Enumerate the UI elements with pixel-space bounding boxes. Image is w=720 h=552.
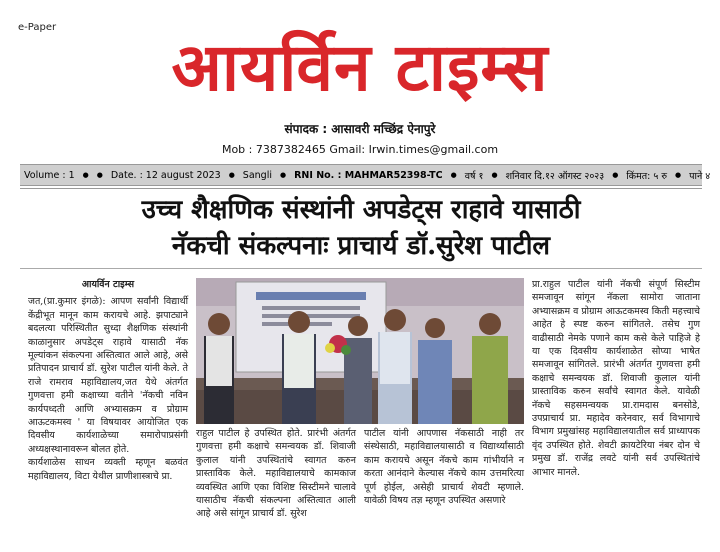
epaper-label: e-Paper: [18, 22, 57, 33]
article-column-mid-2: पाटील यांनी आपणास नॅकसाठी नाही तर संस्थेसाठी, महाविद्यालयासाठी व विद्यार्थ्यांसाठी काम करायचे असून नॅकचे काम गांभीर्याने न करता आनंदाने केल्यास नॅकचे काम उत्तमरित्या पूर्ण होईल, असेही प्राचार्य शेवटी म्हणाले. यावेळी विषय तज्ञ म्हणून उपस्थित असणारे: [364, 428, 524, 507]
article-paragraph: जत,(प्रा.कुमार इंगळे): आपण सर्वांनी विद्यार्थी केंद्रीभूत मानून काम करायचे आहे. झपाट्याने बदलत्या परिस्थितीत सुध्दा शैक्षणिक संस्थांनी काळानुसार अपडेट्स राहावे यासाठी नॅक मूल्यांकन संकल्पना अस्तित्वात आले आहे, असे प्रतिपादन प्राचार्य डॉ. सुरेश पाटील यांनी केले. ते राजे रामराव महाविद्यालय,जत येथे अंतर्गत गुणवत्ता हमी कक्षाच्या वतीने 'नॅकची नविन कार्यपध्दती आणि अभ्यासक्रम व प्रोग्राम आऊटकमस्व ' या विषयावर आयोजित एक दिवसीय कार्यशाळेच्या समारोपाप्रसंगी अध्यक्षस्थानावरून बोलत होते.: [28, 296, 188, 455]
volume-info: Volume : 1: [24, 169, 75, 181]
event-photo: [196, 278, 524, 424]
price-info: किंमत: ५ रु: [626, 170, 668, 182]
byline: आयर्विन टाइम्स: [81, 279, 135, 290]
year-info: वर्ष १: [464, 170, 484, 182]
event-photo-image: [196, 278, 524, 424]
headline-line-2: नॅकची संकल्पनाः प्राचार्य डॉ.सुरेश पाटील: [171, 231, 551, 261]
date-info: Date. : 12 august 2023: [110, 169, 221, 181]
article-paragraph: कार्यशाळेस साधन व्यक्ती म्हणून बळवंत महाविद्यालय, विटा येथील प्राणीशास्त्राचे प्रा.: [28, 457, 188, 482]
day-info: शनिवार दि.१२ ऑगस्ट २०२३: [505, 170, 605, 182]
pages-info: पाने ४: [689, 170, 711, 182]
contact-line: Mob : 7387382465 Gmail: Irwin.times@gmail.com: [221, 143, 499, 156]
info-bar: Volume : 1 ● ● Date. : 12 august 2023 ● Sangli ● RNI No. : MAHMAR52398-TC ● वर्ष १ ● शनिवार दि.१२ ऑगस्ट २०२३ ● किंमत: ५ रु ● पाने ४: [20, 164, 702, 186]
rni-info: RNI No. : MAHMAR52398-TC: [294, 169, 443, 181]
divider: [20, 268, 702, 269]
article-column-left: [28, 278, 188, 483]
article-column-mid-1: राहुल पाटील हे उपस्थित होते. प्रारंभी अंतर्गत गुणवत्ता हमी कक्षाचे समन्वयक डॉ. शिवाजी कुलाल यांनी उपस्थितांचे स्वागत करुन प्रास्ताविक केले. महाविद्यालयाचे कामकाज व्यवस्थित आणि एका विशिष्ट सिस्टीमने चालावे यासाठीच नॅकची संकल्पना अस्तित्वात आली आहे असे सांगून प्राचार्य डॉ. सुरेश: [196, 428, 356, 520]
article-column-right: प्रा.राहुल पाटील यांनी नॅकची संपूर्ण सिस्टीम समजावून सांगून नॅकला सामोरा जाताना अभ्यासक्रम व प्रोग्राम आऊटकमस्व किती महत्त्वाचे आहेत हे स्पष्ट करुन सांगितले. तसेच गुण वाढीसाठी नेमके पणाने काम कसे केले पाहिजे हे या एक दिवसीय कार्यशाळेत सोप्या भाषेत समजावून सांगितले. प्रारंभी अंतर्गत गुणवत्ता हमी कक्षाचे समन्वयक डॉ. शिवाजी कुलाल यांनी प्रास्ताविक करुन सर्वांचे स्वागत केले. यावेळी नॅकचे सहसमन्वयक प्रा.रामदास बनसोडे, उपप्राचार्य प्रा. महादेव करेनवार, सर्व विभागाचे विभाग प्रमुखांसह महाविद्यालयातील सर्व प्राध्यापक वृंद उपस्थित होते. शेवटी क्रायटेरिया नंबर दोन चे प्रमुख डॉ. राजेंद्र लवटे यांनी सर्व उपस्थितांचे आभार मानले.: [532, 279, 700, 478]
editor-line: संपादक : आसावरी मच्छिंद्र ऐनापुरे: [284, 122, 436, 136]
masthead-title: आयर्विन टाइम्स: [171, 29, 549, 106]
headline-line-1: उच्च शैक्षणिक संस्थांनी अपडेट्स राहावे यासाठी: [141, 195, 581, 225]
place-info: Sangli: [242, 169, 272, 181]
divider: [20, 188, 702, 189]
article-headline: [20, 192, 702, 264]
